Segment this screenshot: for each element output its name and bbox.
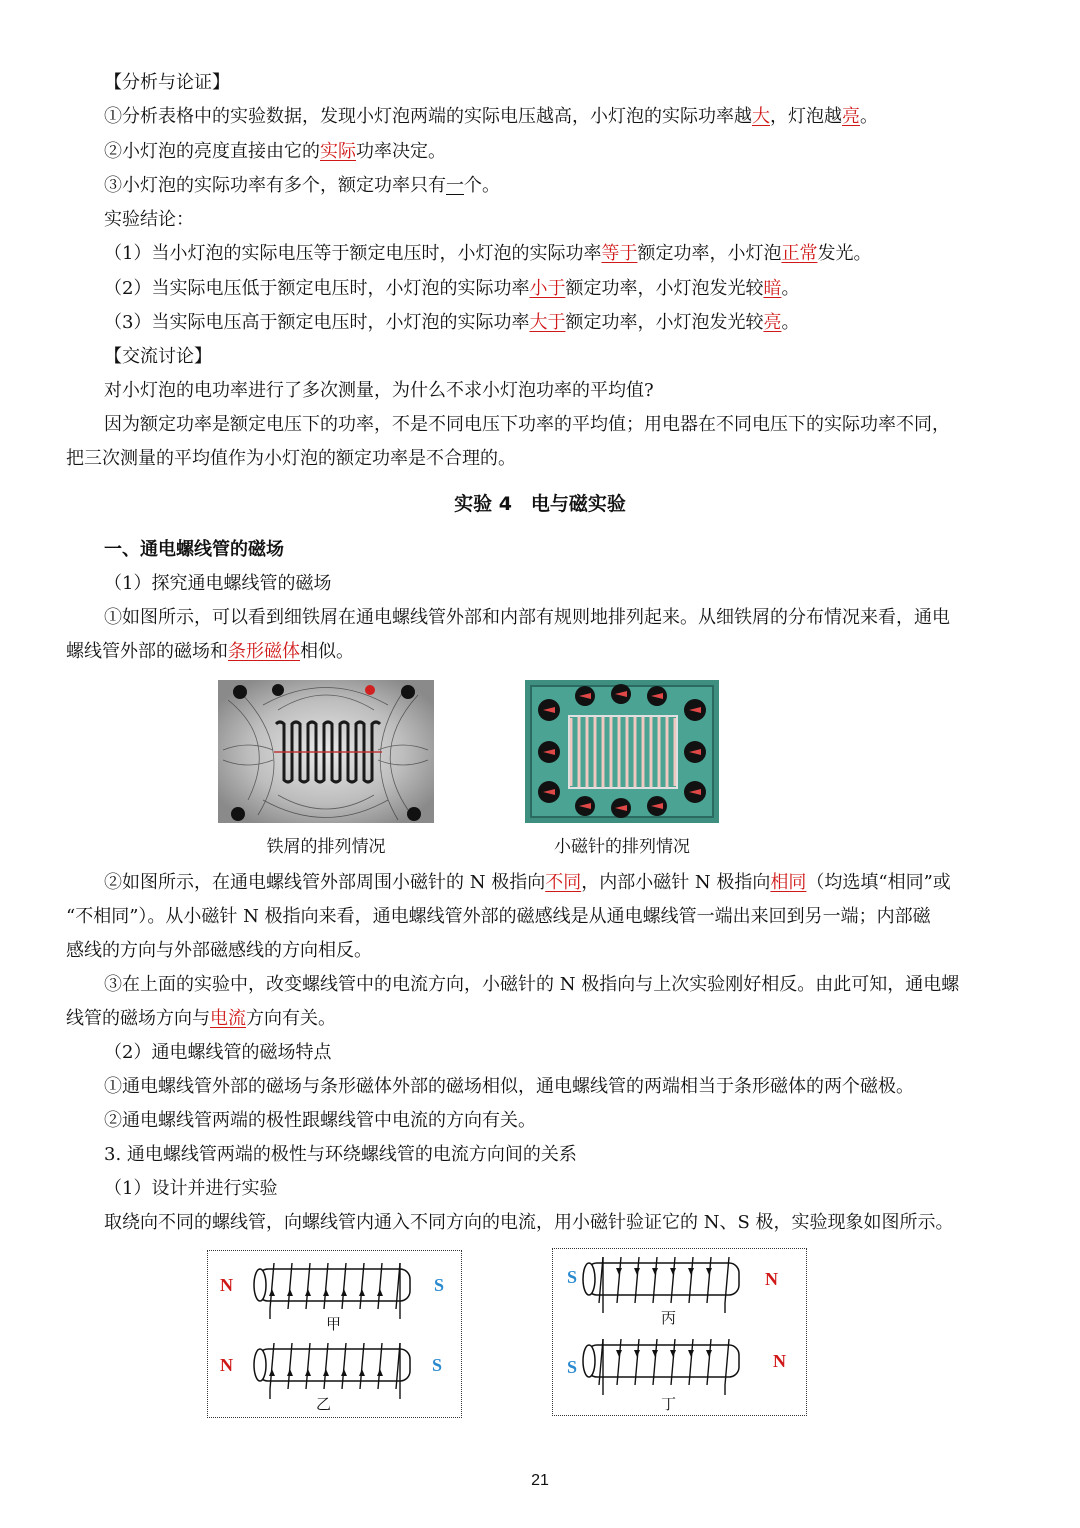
discussion-heading: 【交流讨论】 [104, 346, 212, 367]
answer-blank: 正常 [781, 243, 818, 264]
answer-blank: 一 [446, 175, 464, 196]
answer-blank: 暗 [763, 278, 782, 299]
feature-1: ①通电螺线管外部的磁场与条形磁体外部的磁场相似，通电螺线管的两端相当于条形磁体的两个磁极。 [104, 1076, 914, 1097]
pole-label: N [765, 1269, 778, 1289]
discussion-answer-line1: 因为额定功率是额定电压下的功率，不是不同电压下功率的平均值；用电器在不同电压下的实际功率不同， [104, 414, 950, 435]
conclusion-3: （3）当实际电压高于额定电压时，小灯泡的实际功率大于额定功率，小灯泡发光较亮。 [104, 312, 800, 333]
analysis-p3: ③小灯泡的实际功率有多个，额定功率只有一个。 [104, 175, 500, 196]
answer-blank: 亮 [763, 312, 782, 333]
caption-compass: 小磁针的排列情况 [554, 837, 690, 857]
discussion-question: 对小灯泡的电功率进行了多次测量，为什么不求小灯泡功率的平均值? [104, 380, 654, 401]
pole-label: S [567, 1267, 578, 1287]
s1-p3-line2: 线管的磁场方向与电流方向有关。 [66, 1008, 336, 1029]
pole-label: N [773, 1351, 786, 1371]
diagram-label-ding: 丁 [661, 1395, 677, 1413]
subsection-2: （2）通电螺线管的磁场特点 [104, 1042, 332, 1063]
solenoid-ding [583, 1339, 739, 1395]
s1-p3-line1: ③在上面的实验中，改变螺线管中的电流方向，小磁针的 N 极指向与上次实验刚好相反。由此可知，通电螺 [104, 974, 960, 995]
iron-filings-photo [218, 680, 434, 823]
solenoid-jia [254, 1263, 410, 1319]
answer-blank: 实际 [320, 141, 356, 162]
diagram-label-yi: 乙 [316, 1395, 332, 1413]
feature-2: ②通电螺线管两端的极性跟螺线管中电流的方向有关。 [104, 1110, 536, 1131]
subsection-1: （1）探究通电螺线管的磁场 [104, 573, 332, 594]
pole-label: S [432, 1355, 443, 1375]
pole-label: S [567, 1357, 578, 1377]
subsection-3: （1）设计并进行实验 [104, 1178, 278, 1199]
pole-label: S [434, 1275, 445, 1295]
analysis-p1: ①分析表格中的实验数据，发现小灯泡两端的实际电压越高，小灯泡的实际功率越大，灯泡越亮。 [104, 106, 878, 127]
solenoid-diagram-box-left [207, 1250, 462, 1418]
answer-blank: 电流 [210, 1008, 246, 1029]
answer-blank: 大 [752, 106, 770, 127]
answer-blank: 大于 [529, 312, 566, 333]
conclusion-heading: 实验结论： [104, 209, 194, 230]
s1-p2-line1: ②如图所示，在通电螺线管外部周围小磁针的 N 极指向不同，内部小磁针 N 极指向相同（均选填“相同”或 [104, 872, 951, 893]
caption-iron-filings: 铁屑的排列情况 [266, 837, 386, 857]
solenoid-yi [254, 1343, 410, 1399]
s1-p2-line2: “不相同”）。从小磁针 N 极指向来看，通电螺线管外部的磁感线是从通电螺线管一端出来回到另一端；内部磁 [66, 906, 931, 927]
s1-p2-line3: 感线的方向与外部磁感线的方向相反。 [66, 940, 372, 961]
page-number: 21 [531, 1472, 549, 1489]
analysis-p2: ②小灯泡的亮度直接由它的实际功率决定。 [104, 141, 446, 162]
answer-blank: 条形磁体 [228, 641, 300, 662]
s1-p1-line2: 螺线管外部的磁场和条形磁体相似。 [66, 641, 354, 662]
answer-blank: 小于 [529, 278, 566, 299]
s1-p1-line1: ①如图所示，可以看到细铁屑在通电螺线管外部和内部有规则地排列起来。从细铁屑的分布情况来看，通电 [104, 607, 950, 628]
section-heading-3: 3. 通电螺线管两端的极性与环绕螺线管的电流方向间的关系 [104, 1144, 577, 1165]
answer-blank: 等于 [601, 243, 638, 264]
answer-blank: 不同 [545, 872, 582, 893]
answer-blank: 相同 [770, 872, 807, 893]
section-heading-1: 一、通电螺线管的磁场 [104, 539, 284, 560]
analysis-heading: 【分析与论证】 [104, 72, 230, 93]
diagram-label-bing: 丙 [661, 1309, 677, 1327]
s3-p1: 取绕向不同的螺线管，向螺线管内通入不同方向的电流，用小磁针验证它的 N、S 极，实验现象如图所示。 [104, 1212, 954, 1233]
compass-needles-photo [525, 680, 719, 823]
pole-label: N [220, 1355, 233, 1375]
diagram-label-jia: 甲 [326, 1315, 342, 1333]
solenoid-bing [583, 1257, 739, 1313]
answer-blank: 亮 [842, 106, 860, 127]
conclusion-1: （1）当小灯泡的实际电压等于额定电压时，小灯泡的实际功率等于额定功率，小灯泡正常发光。 [104, 243, 872, 264]
solenoid-diagram-box-right [552, 1248, 807, 1416]
pole-label: N [220, 1275, 233, 1295]
discussion-answer-line2: 把三次测量的平均值作为小灯泡的额定功率是不合理的。 [66, 448, 516, 469]
experiment-title: 实验 4 电与磁实验 [454, 493, 626, 515]
conclusion-2: （2）当实际电压低于额定电压时，小灯泡的实际功率小于额定功率，小灯泡发光较暗。 [104, 278, 800, 299]
